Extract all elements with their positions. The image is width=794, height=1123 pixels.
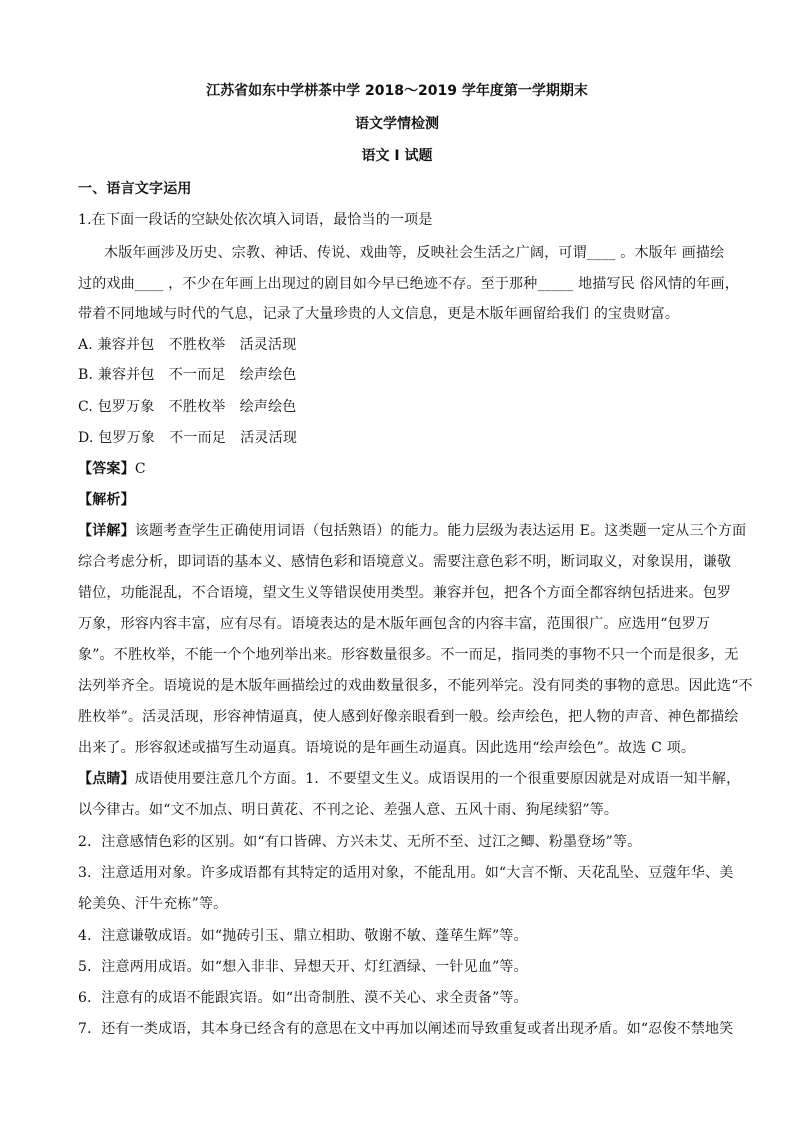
tip-line-8: 6．注意有的成语不能跟宾语。如“出奇制胜、漠不关心、求全责备”等。	[78, 990, 528, 1006]
detail-line-4: 万象，形容内容丰富，应有尽有。语境表达的是木版年画包含的内容丰富，范围很广。应选用“包罗万	[78, 616, 711, 632]
question-stem: 1.在下面一段话的空缺处依次填入词语，最恰当的一项是	[78, 212, 433, 228]
tip-line-1: 【点睛】成语使用要注意几个方面。1．不要望文生义。成语误用的一个很重要原因就是对成语一知半解，	[78, 771, 741, 787]
paper-name: 语文 I 试题	[361, 148, 433, 164]
passage-line-2: 过的戏曲____ ，不少在年画上出现过的剧目如今早已绝迹不存。至于那种_____ 地描写民 俗风情的年画，	[78, 276, 739, 292]
answer-value: C	[134, 461, 146, 477]
option-a: A. 兼容并包 不胜枚举 活灵活现	[78, 337, 297, 353]
option-b: B. 兼容并包 不一而足 绘声绘色	[78, 367, 297, 383]
detail-line-8: 出来了。形容叙述或描写生动逼真。语境说的是年画生动逼真。因此选用“绘声绘色”。故选 C 项。	[78, 740, 696, 756]
detail-tag: 【详解】	[78, 523, 135, 539]
detail-line-1: 【详解】该题考查学生正确使用词语（包括熟语）的能力。能力层级为表达运用 E。这类题一定从三个方面	[78, 523, 747, 539]
answer-line	[78, 458, 724, 478]
passage-line-3: 带着不同地域与时代的气息，记录了大量珍贵的人文信息，更是木版年画留给我们 的宝贵财富。	[78, 306, 680, 322]
tip-line-6: 4．注意谦敬成语。如“抛砖引玉、鼎立相助、敬谢不敏、蓬荜生辉”等。	[78, 928, 528, 944]
detail-line-2: 综合考虑分析，即词语的基本义、感情色彩和语境意义。需要注意色彩不明，断词取义，对象误用，谦敬	[78, 554, 732, 570]
answer-tag: 【答案】	[78, 461, 135, 477]
passage-line-1: 木版年画涉及历史、宗教、神话、传说、戏曲等，反映社会生活之广阔，可谓____ 。木版年 画描绘	[104, 245, 725, 261]
exam-title: 江苏省如东中学栟茶中学 2018～2019 学年度第一学期期末	[206, 83, 588, 99]
detail-line-7: 胜枚举”。活灵活现，形容神情逼真，使人感到好像亲眼看到一般。绘声绘色，把人物的声音、神色都描绘	[78, 709, 739, 725]
option-c: C. 包罗万象 不胜枚举 绘声绘色	[78, 399, 297, 415]
option-d: D. 包罗万象 不一而足 活灵活现	[78, 430, 298, 446]
exam-subtitle: 语文学情检测	[355, 116, 439, 132]
tip-line-7: 5．注意两用成语。如“想入非非、异想天开、灯红酒绿、一针见血”等。	[78, 959, 528, 975]
tip-line-3: 2．注意感情色彩的区别。如“有口皆碑、方兴未艾、无所不至、过江之鲫、粉墨登场”等。	[78, 834, 642, 850]
section-heading: 一、语言文字运用	[78, 181, 192, 197]
detail-line-5: 象”。不胜枚举，不能一个个地列举出来。形容数量很多。不一而足，指同类的事物不只一个而是很多，无	[78, 647, 739, 663]
tip-line-4: 3．注意适用对象。许多成语都有其特定的适用对象，不能乱用。如“大言不惭、天花乱坠、豆蔻年华、美	[78, 865, 734, 881]
tip-line-9: 7．还有一类成语，其本身已经含有的意思在文中再加以阐述而导致重复或者出现矛盾。如“忍俊不禁地笑	[78, 1021, 734, 1037]
detail-line-6: 法列举齐全。语境说的是木版年画描绘过的戏曲数量很多，不能列举完。没有同类的事物的意思。因此选“不	[78, 678, 753, 694]
analysis-tag: 【解析】	[78, 492, 135, 508]
tip-line-5: 轮美奂、汗牛充栋”等。	[78, 896, 228, 912]
detail-line-3: 错位，功能混乱，不合语境，望文生义等错误使用类型。兼容并包，把各个方面全都容纳包括进来。包罗	[78, 585, 732, 601]
tip-tag: 【点睛】	[78, 771, 135, 787]
tip-line-2: 以今律古。如“文不加点、明日黄花、不刊之论、差强人意、五风十雨、狗尾续貂”等。	[78, 802, 619, 818]
